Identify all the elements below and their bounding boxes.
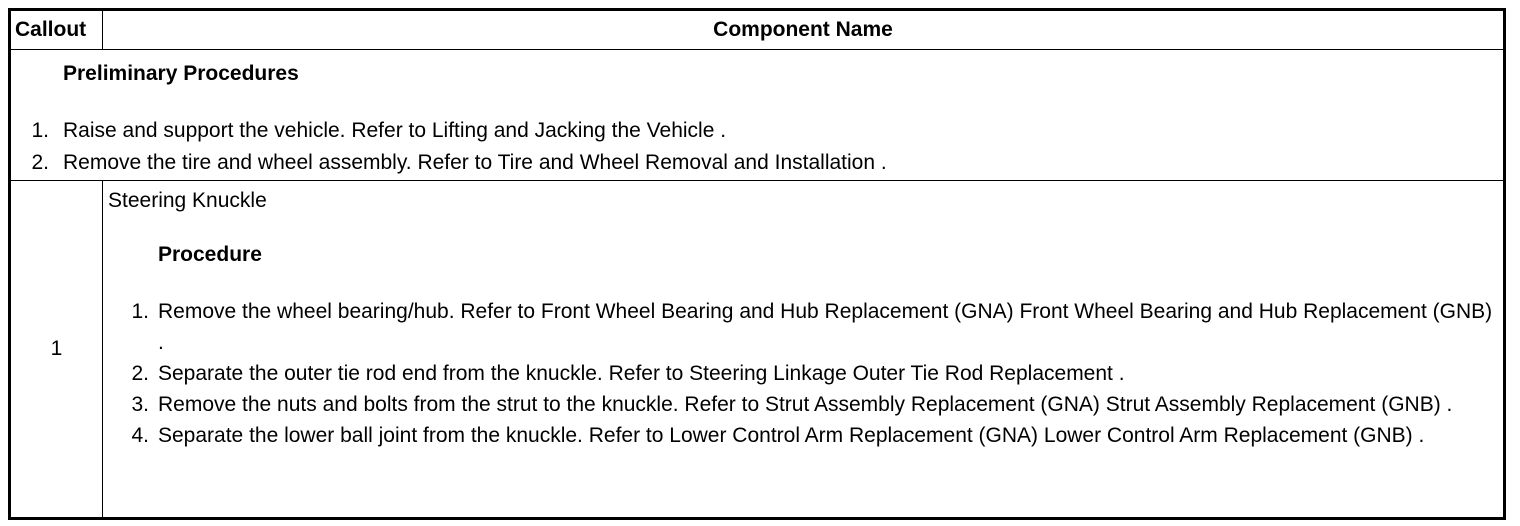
step-number: 1. [31, 119, 49, 142]
preliminary-row [10, 50, 1505, 181]
step-number: 2. [31, 151, 49, 174]
component-name: Steering Knuckle [108, 189, 267, 212]
step-text: Separate the lower ball joint from the knuckle. Refer to Lower Control Arm Replacement (GNA) Lower Control Arm Replacement (GNB) . [158, 424, 1425, 447]
step-number: 4. [131, 424, 149, 447]
procedure-steps [103, 296, 1503, 451]
callout-number: 1 [10, 181, 103, 519]
preliminary-title: Preliminary Procedures [63, 62, 299, 85]
table-header-row [10, 10, 1505, 50]
step-number: 3. [131, 393, 149, 416]
step-text: Remove the wheel bearing/hub. Refer to Front Wheel Bearing and Hub Replacement (GNA) Front Wheel Bearing and Hub Replacement (GNB) . [158, 300, 1493, 354]
step-text: Remove the nuts and bolts from the strut to the knuckle. Refer to Strut Assembly Replacement (GNA) Strut Assembly Replacement (GNB) . [158, 393, 1453, 416]
header-callout: Callout [10, 10, 103, 50]
procedure-step [103, 358, 1503, 389]
step-text: Remove the tire and wheel assembly. Refer to Tire and Wheel Removal and Installation . [63, 151, 887, 174]
table-row [10, 181, 1505, 519]
step-number: 1. [131, 300, 149, 323]
procedure-step [103, 296, 1503, 358]
step-text: Raise and support the vehicle. Refer to Lifting and Jacking the Vehicle . [63, 119, 727, 142]
preliminary-cell [10, 50, 1505, 181]
procedure-step [103, 420, 1503, 451]
preliminary-step [11, 147, 1503, 179]
component-cell [103, 181, 1505, 519]
preliminary-steps [11, 115, 1503, 179]
preliminary-step [11, 115, 1503, 147]
component-table [8, 8, 1506, 520]
procedure-step [103, 389, 1503, 420]
step-text: Separate the outer tie rod end from the knuckle. Refer to Steering Linkage Outer Tie Rod Replacement . [158, 362, 1125, 385]
step-number: 2. [131, 362, 149, 385]
procedure-title: Procedure [158, 243, 262, 266]
header-component-name: Component Name [103, 10, 1505, 50]
